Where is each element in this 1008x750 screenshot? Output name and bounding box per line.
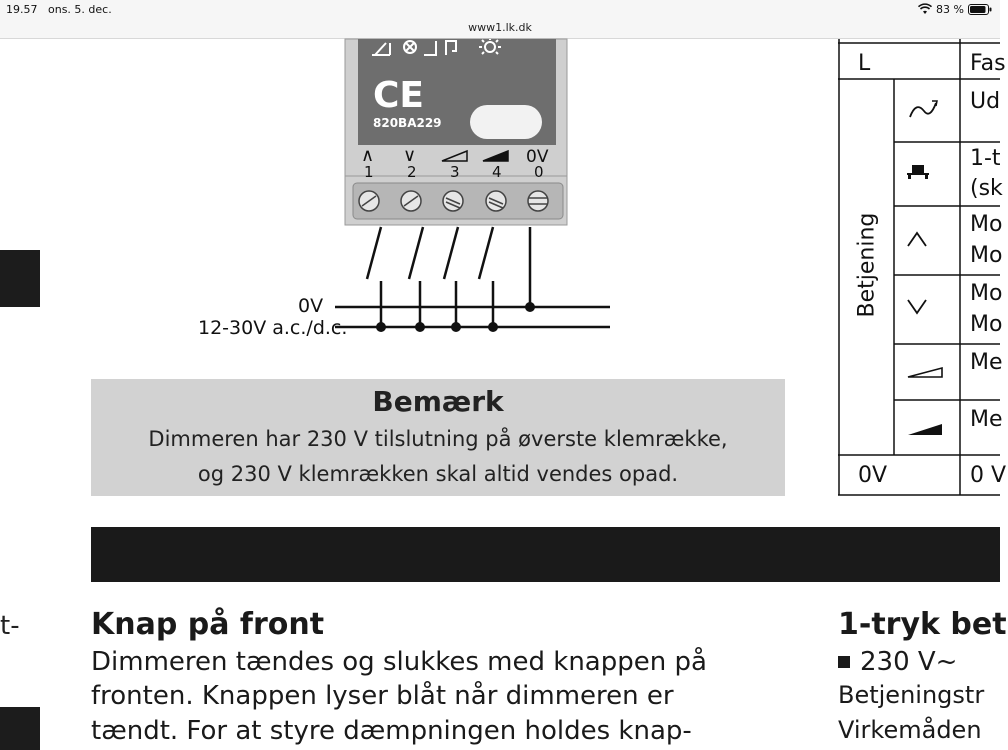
- note-box: [91, 379, 785, 496]
- document-page: [0, 39, 1007, 750]
- status-time: [6, 3, 112, 16]
- address-bar[interactable]: [0, 20, 1000, 39]
- bullet-text: 230 V~: [860, 647, 958, 677]
- section-title-knap-paa-front: Knap på front: [91, 607, 325, 642]
- status-date: ons. 5. dec.: [48, 3, 112, 16]
- terminal-2-symbol: ∨: [403, 145, 417, 166]
- status-bar: [0, 0, 1000, 20]
- note-line-1: Dimmeren har 230 V tilslutning på øverste klemrække,: [148, 427, 728, 451]
- row-4-text-1: Mo: [970, 281, 1003, 306]
- row-3-text-2: Mo: [970, 243, 1003, 268]
- wiring-label-0v: 0V: [298, 295, 324, 317]
- section-left-line-3: tændt. For at styre dæmpningen holdes knap-: [91, 716, 692, 746]
- row-5-text: Me: [970, 350, 1003, 375]
- terminal-table: [838, 39, 1008, 496]
- battery-icon: [968, 4, 992, 15]
- terminal-4-number: 4: [492, 163, 502, 181]
- terminal-2-number: 2: [407, 163, 417, 181]
- section-left-line-1: Dimmeren tændes og slukkes med knappen på: [91, 647, 707, 677]
- device-model: 820BA229: [373, 116, 442, 130]
- terminal-0-number: 0: [534, 163, 544, 181]
- left-text-fragment: t-: [0, 611, 20, 641]
- terminal-3-number: 3: [450, 163, 460, 181]
- bullet-square-icon: [838, 656, 850, 668]
- row-l-key: L: [858, 51, 871, 76]
- row-3-text-1: Mo: [970, 212, 1003, 237]
- terminal-1-symbol: ∧: [361, 145, 375, 166]
- note-line-2: og 230 V klemrækken skal altid vendes opad.: [197, 462, 679, 486]
- section-right-line-2: Virkemåden: [838, 716, 982, 744]
- wifi-icon: [918, 4, 932, 15]
- battery-percent: 83 %: [936, 3, 964, 16]
- status-clock: 19.57: [6, 3, 38, 16]
- terminal-1-number: 1: [364, 163, 374, 181]
- left-edge-block-bottom: [0, 707, 40, 750]
- row-l-value: Fas: [970, 51, 1006, 76]
- wiring-label-supply: 12-30V a.c./d.c.: [198, 317, 348, 339]
- row-6-text: Me: [970, 407, 1003, 432]
- section-right-bullet: [838, 647, 957, 677]
- section-right-line-1: Betjeningstr: [838, 681, 985, 709]
- section-title-1-tryk: 1-tryk bet: [838, 607, 1007, 642]
- row-1-text: Ud: [970, 89, 1001, 114]
- left-edge-block-top: [0, 250, 40, 307]
- ce-mark: CE: [373, 75, 425, 116]
- terminal-0-symbol: 0V: [526, 147, 549, 167]
- status-indicators: [918, 3, 992, 16]
- section-left-line-2: fronten. Knappen lyser blåt når dimmeren er: [91, 681, 674, 711]
- row-2-text-1: 1-t: [970, 146, 1001, 171]
- section-divider-band: [91, 527, 1000, 582]
- row-0v-key: 0V: [858, 463, 888, 488]
- row-2-text-2: (sk: [970, 176, 1003, 201]
- url-text[interactable]: www1.lk.dk: [468, 21, 532, 34]
- row-0v-value: 0 V: [970, 463, 1007, 488]
- group-label-betjening: Betjening: [854, 212, 880, 318]
- note-title: Bemærk: [372, 385, 504, 418]
- row-4-text-2: Mo: [970, 312, 1003, 337]
